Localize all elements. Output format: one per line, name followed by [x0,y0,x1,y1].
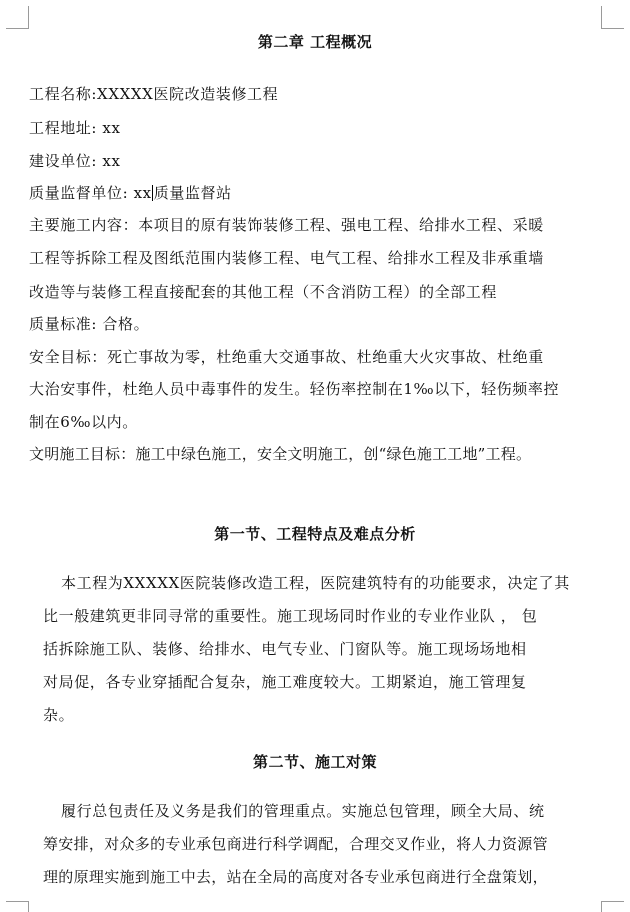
builder-unit: 建设单位: xx [29,152,121,170]
section1-line: 括拆除施工队、装修、给排水、电气专业、门窗队等。施工现场场地相 [43,640,527,658]
safety-goal-line: 大治安事件，杜绝人员中毒事件的发生。轻伤率控制在1‰以下，轻伤频率控 [29,380,560,398]
page-corner-mark-bottom-right [601,901,624,912]
page-corner-mark-top-left [6,6,29,29]
project-address: 工程地址: xx [29,119,121,137]
chapter-title: 第二章 工程概况 [257,33,373,51]
section1-title: 第一节、工程特点及难点分析 [214,525,416,543]
civilized-construction-goal: 文明施工目标：施工中绿色施工，安全文明施工，创“绿色施工工地”工程。 [29,445,532,463]
section2-line: 理的原理实施到施工中去，站在全局的高度对各专业承包商进行全盘策划， [43,868,548,886]
quality-standard: 质量标准: 合格。 [29,315,150,333]
main-content-line: 工程等拆除工程及图纸范围内装修工程、电气工程、给排水工程及非承重墙 [29,249,544,267]
section1-line: 比一般建筑更非同寻常的重要性。施工现场同时作业的专业作业队 ， 包 [43,607,538,625]
section2-line: 履行总包责任及义务是我们的管理重点。实施总包管理，顾全大局、统 [61,802,545,820]
page-corner-mark-bottom-left [6,901,29,912]
section1-line: 对局促，各专业穿插配合复杂，施工难度较大。工期紧迫，施工管理复 [43,673,527,691]
quality-supervision-prefix: 质量监督单位: xx [29,184,152,202]
section1-line: 杂。 [43,706,75,724]
main-content-line: 主要施工内容：本项目的原有装饰装修工程、强电工程、给排水工程、采暖 [29,216,544,234]
section1-line: 本工程为XXXXX医院装修改造工程，医院建筑特有的功能要求，决定了其 [61,574,570,592]
quality-supervision-suffix: 质量监督站 [153,184,232,202]
section2-title: 第二节、施工对策 [252,753,377,771]
project-name: 工程名称:XXXXX医院改造装修工程 [29,85,279,103]
page-corner-mark-top-right [601,6,624,29]
safety-goal-line: 安全目标：死亡事故为零，杜绝重大交通事故、杜绝重大火灾事故、杜绝重 [29,348,544,366]
safety-goal-line: 制在6‰以内。 [29,413,138,431]
quality-supervision-unit[interactable] [29,182,609,203]
section2-line: 筹安排，对众多的专业承包商进行科学调配，合理交叉作业，将人力资源管 [43,835,548,853]
main-content-line: 改造等与装修工程直接配套的其他工程（不含消防工程）的全部工程 [29,283,498,301]
